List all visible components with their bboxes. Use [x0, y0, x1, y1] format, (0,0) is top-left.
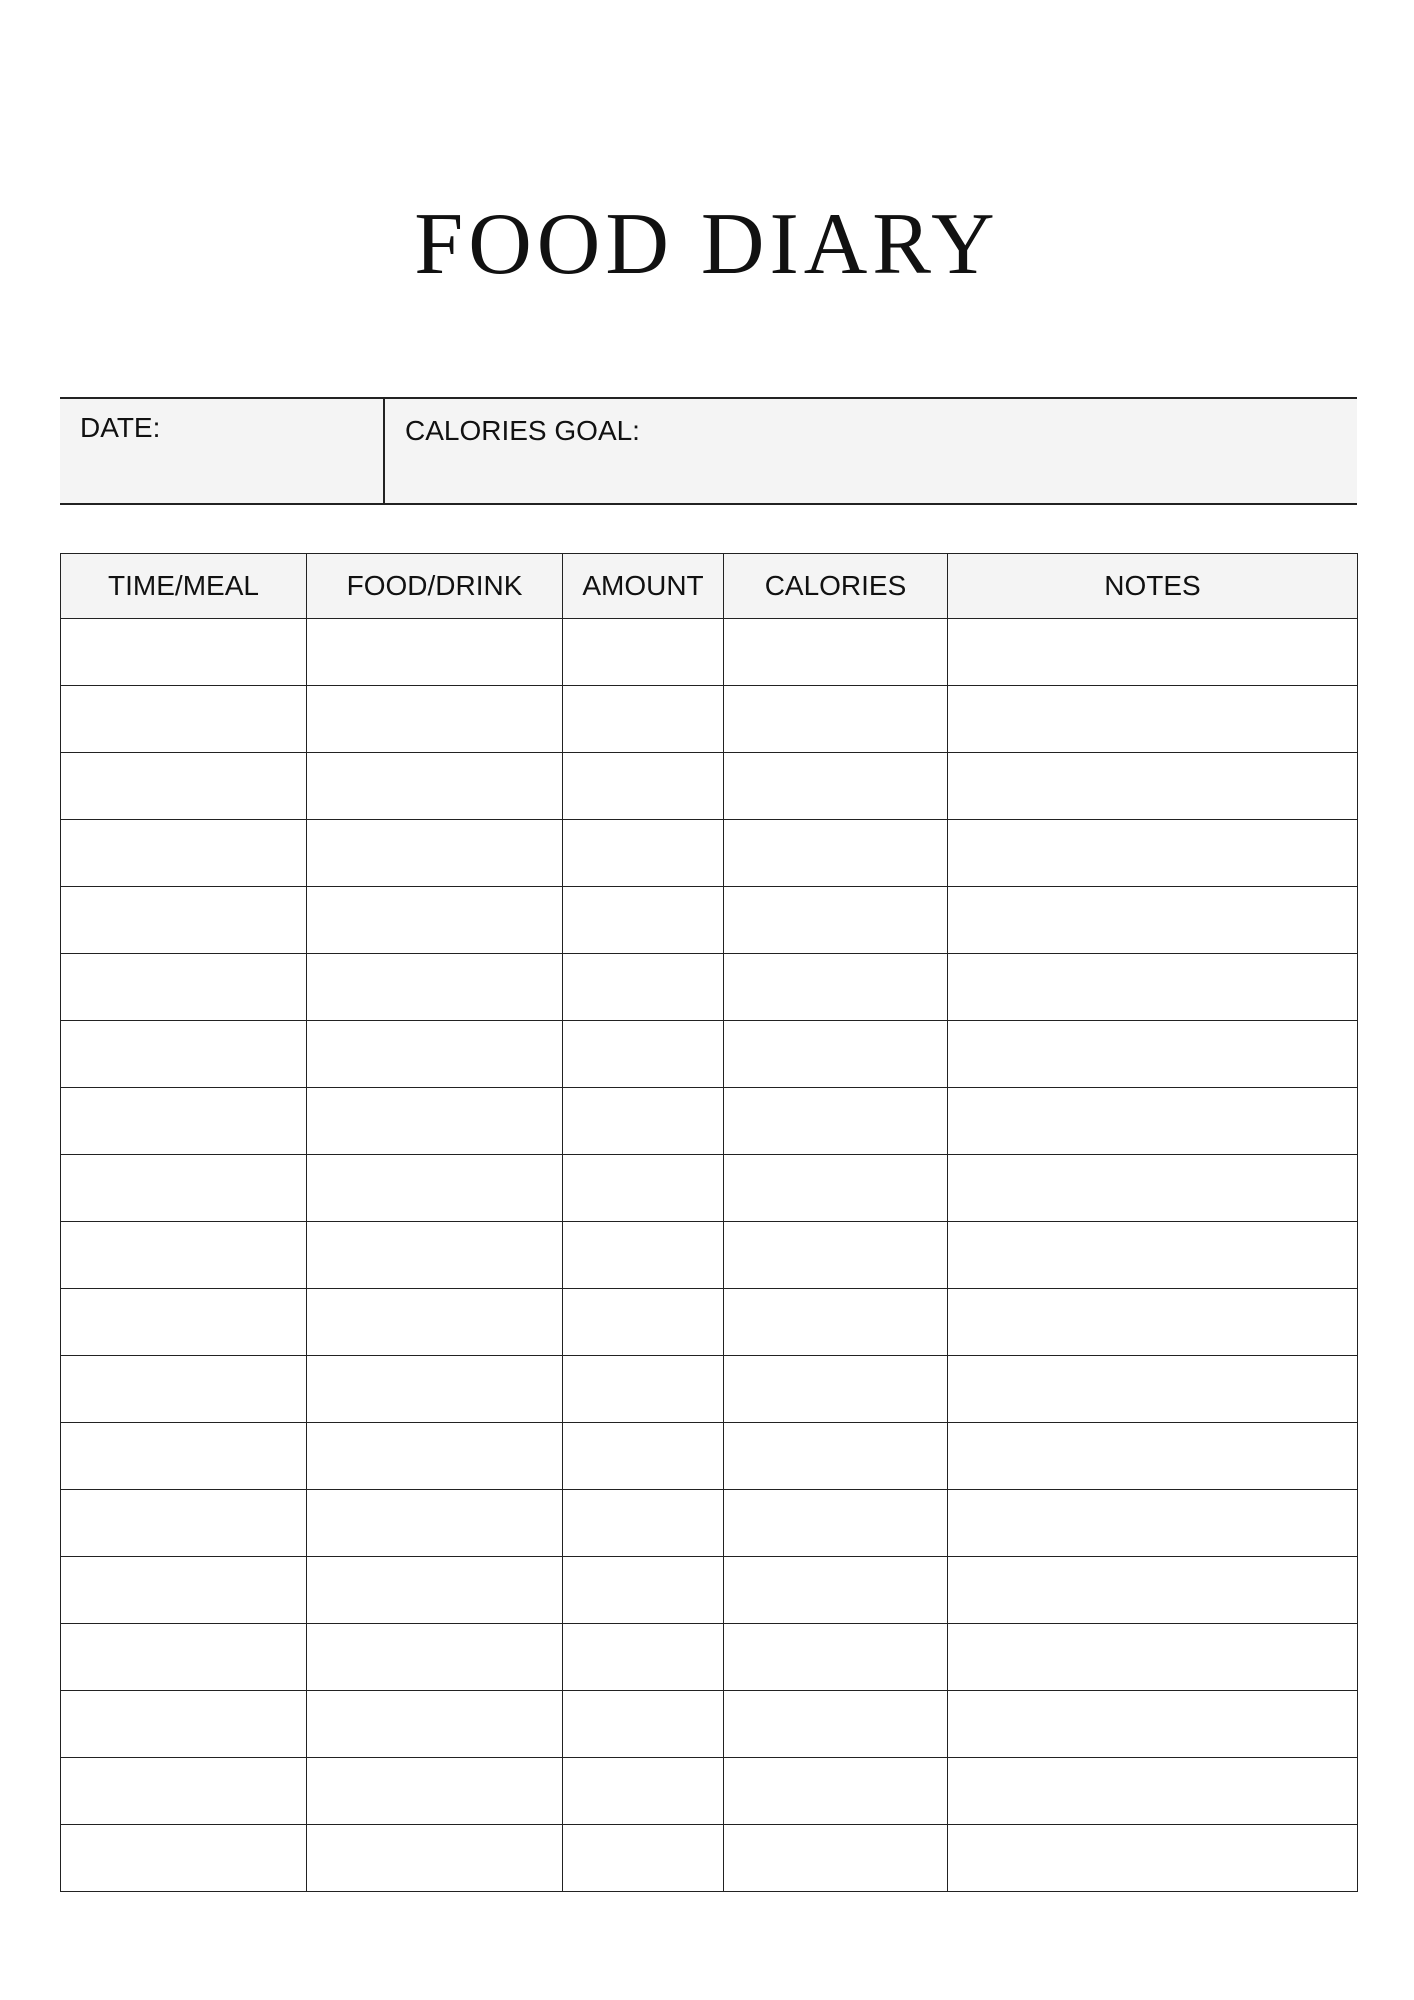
header-notes: NOTES: [948, 554, 1358, 619]
cell-notes[interactable]: [948, 820, 1358, 887]
cell-calories[interactable]: [724, 1356, 948, 1423]
cell-notes[interactable]: [948, 1691, 1358, 1758]
table-row: [61, 1021, 1358, 1088]
cell-time-meal[interactable]: [61, 686, 307, 753]
table-row: [61, 887, 1358, 954]
cell-notes[interactable]: [948, 1088, 1358, 1155]
cell-notes[interactable]: [948, 619, 1358, 686]
cell-notes[interactable]: [948, 1289, 1358, 1356]
cell-food-drink[interactable]: [307, 1758, 563, 1825]
cell-food-drink[interactable]: [307, 887, 563, 954]
cell-food-drink[interactable]: [307, 686, 563, 753]
cell-food-drink[interactable]: [307, 1356, 563, 1423]
table-row: [61, 1758, 1358, 1825]
cell-food-drink[interactable]: [307, 1490, 563, 1557]
cell-notes[interactable]: [948, 1356, 1358, 1423]
cell-time-meal[interactable]: [61, 1624, 307, 1691]
cell-food-drink[interactable]: [307, 1624, 563, 1691]
cell-time-meal[interactable]: [61, 1490, 307, 1557]
table-row: [61, 1557, 1358, 1624]
cell-amount[interactable]: [563, 1624, 724, 1691]
table-row: [61, 1490, 1358, 1557]
table-row: [61, 954, 1358, 1021]
cell-food-drink[interactable]: [307, 1691, 563, 1758]
cell-food-drink[interactable]: [307, 1155, 563, 1222]
table-row: [61, 1088, 1358, 1155]
table-row: [61, 1222, 1358, 1289]
cell-time-meal[interactable]: [61, 1289, 307, 1356]
cell-amount[interactable]: [563, 1490, 724, 1557]
table-body: [61, 619, 1358, 1892]
cell-time-meal[interactable]: [61, 1155, 307, 1222]
cell-notes[interactable]: [948, 1155, 1358, 1222]
header-calories: CALORIES: [724, 554, 948, 619]
cell-amount[interactable]: [563, 1222, 724, 1289]
cell-notes[interactable]: [948, 1624, 1358, 1691]
cell-calories[interactable]: [724, 1222, 948, 1289]
cell-time-meal[interactable]: [61, 954, 307, 1021]
cell-calories[interactable]: [724, 1691, 948, 1758]
cell-amount[interactable]: [563, 619, 724, 686]
cell-notes[interactable]: [948, 686, 1358, 753]
cell-amount[interactable]: [563, 820, 724, 887]
cell-calories[interactable]: [724, 1758, 948, 1825]
cell-time-meal[interactable]: [61, 1825, 307, 1892]
cell-notes[interactable]: [948, 1758, 1358, 1825]
table-row: [61, 820, 1358, 887]
cell-calories[interactable]: [724, 1289, 948, 1356]
cell-calories[interactable]: [724, 1490, 948, 1557]
cell-calories[interactable]: [724, 820, 948, 887]
food-diary-table: [60, 553, 1358, 1892]
cell-amount[interactable]: [563, 1825, 724, 1892]
cell-food-drink[interactable]: [307, 1222, 563, 1289]
info-divider: [383, 399, 385, 503]
cell-time-meal[interactable]: [61, 1691, 307, 1758]
cell-amount[interactable]: [563, 1155, 724, 1222]
cell-amount[interactable]: [563, 1021, 724, 1088]
date-label: DATE:: [80, 412, 161, 443]
cell-amount[interactable]: [563, 1289, 724, 1356]
cell-notes[interactable]: [948, 1825, 1358, 1892]
cell-food-drink[interactable]: [307, 1423, 563, 1490]
cell-notes[interactable]: [948, 887, 1358, 954]
cell-amount[interactable]: [563, 1691, 724, 1758]
cell-amount[interactable]: [563, 1423, 724, 1490]
cell-amount[interactable]: [563, 1356, 724, 1423]
cell-calories[interactable]: [724, 887, 948, 954]
cell-time-meal[interactable]: [61, 887, 307, 954]
cell-calories[interactable]: [724, 1088, 948, 1155]
cell-amount[interactable]: [563, 686, 724, 753]
table-header-row: [61, 554, 1358, 619]
cell-time-meal[interactable]: [61, 1356, 307, 1423]
cell-time-meal[interactable]: [61, 1222, 307, 1289]
cell-calories[interactable]: [724, 1021, 948, 1088]
cell-notes[interactable]: [948, 1222, 1358, 1289]
cell-amount[interactable]: [563, 1088, 724, 1155]
table-row: [61, 1624, 1358, 1691]
cell-time-meal[interactable]: [61, 1021, 307, 1088]
cell-notes[interactable]: [948, 954, 1358, 1021]
cell-time-meal[interactable]: [61, 820, 307, 887]
cell-amount[interactable]: [563, 887, 724, 954]
cell-calories[interactable]: [724, 954, 948, 1021]
cell-notes[interactable]: [948, 1423, 1358, 1490]
header-amount: AMOUNT: [563, 554, 724, 619]
table-row: [61, 753, 1358, 820]
table-row: [61, 619, 1358, 686]
cell-amount[interactable]: [563, 954, 724, 1021]
table-row: [61, 1423, 1358, 1490]
table-row: [61, 1155, 1358, 1222]
cell-food-drink[interactable]: [307, 1557, 563, 1624]
cell-time-meal[interactable]: [61, 1423, 307, 1490]
table-row: [61, 1289, 1358, 1356]
cell-time-meal[interactable]: [61, 753, 307, 820]
cell-calories[interactable]: [724, 1557, 948, 1624]
cell-notes[interactable]: [948, 1021, 1358, 1088]
cell-time-meal[interactable]: [61, 619, 307, 686]
cell-food-drink[interactable]: [307, 753, 563, 820]
table-row: [61, 686, 1358, 753]
cell-calories[interactable]: [724, 619, 948, 686]
cell-food-drink[interactable]: [307, 1825, 563, 1892]
cell-amount[interactable]: [563, 753, 724, 820]
cell-food-drink[interactable]: [307, 619, 563, 686]
cell-time-meal[interactable]: [61, 1088, 307, 1155]
cell-amount[interactable]: [563, 1758, 724, 1825]
cell-calories[interactable]: [724, 753, 948, 820]
cell-food-drink[interactable]: [307, 1088, 563, 1155]
cell-time-meal[interactable]: [61, 1758, 307, 1825]
cell-food-drink[interactable]: [307, 1289, 563, 1356]
cell-calories[interactable]: [724, 1155, 948, 1222]
cell-calories[interactable]: [724, 1825, 948, 1892]
cell-notes[interactable]: [948, 1490, 1358, 1557]
info-bar: [60, 397, 1357, 505]
cell-calories[interactable]: [724, 686, 948, 753]
cell-food-drink[interactable]: [307, 820, 563, 887]
cell-notes[interactable]: [948, 1557, 1358, 1624]
table-row: [61, 1691, 1358, 1758]
cell-calories[interactable]: [724, 1423, 948, 1490]
cell-notes[interactable]: [948, 753, 1358, 820]
cell-time-meal[interactable]: [61, 1557, 307, 1624]
table-row: [61, 1356, 1358, 1423]
cell-food-drink[interactable]: [307, 1021, 563, 1088]
header-food-drink: FOOD/DRINK: [307, 554, 563, 619]
cell-amount[interactable]: [563, 1557, 724, 1624]
cell-calories[interactable]: [724, 1624, 948, 1691]
page-title: FOOD DIARY: [414, 195, 1000, 293]
table-row: [61, 1825, 1358, 1892]
header-time-meal: TIME/MEAL: [61, 554, 307, 619]
calories-goal-label: CALORIES GOAL:: [405, 415, 640, 446]
cell-food-drink[interactable]: [307, 954, 563, 1021]
